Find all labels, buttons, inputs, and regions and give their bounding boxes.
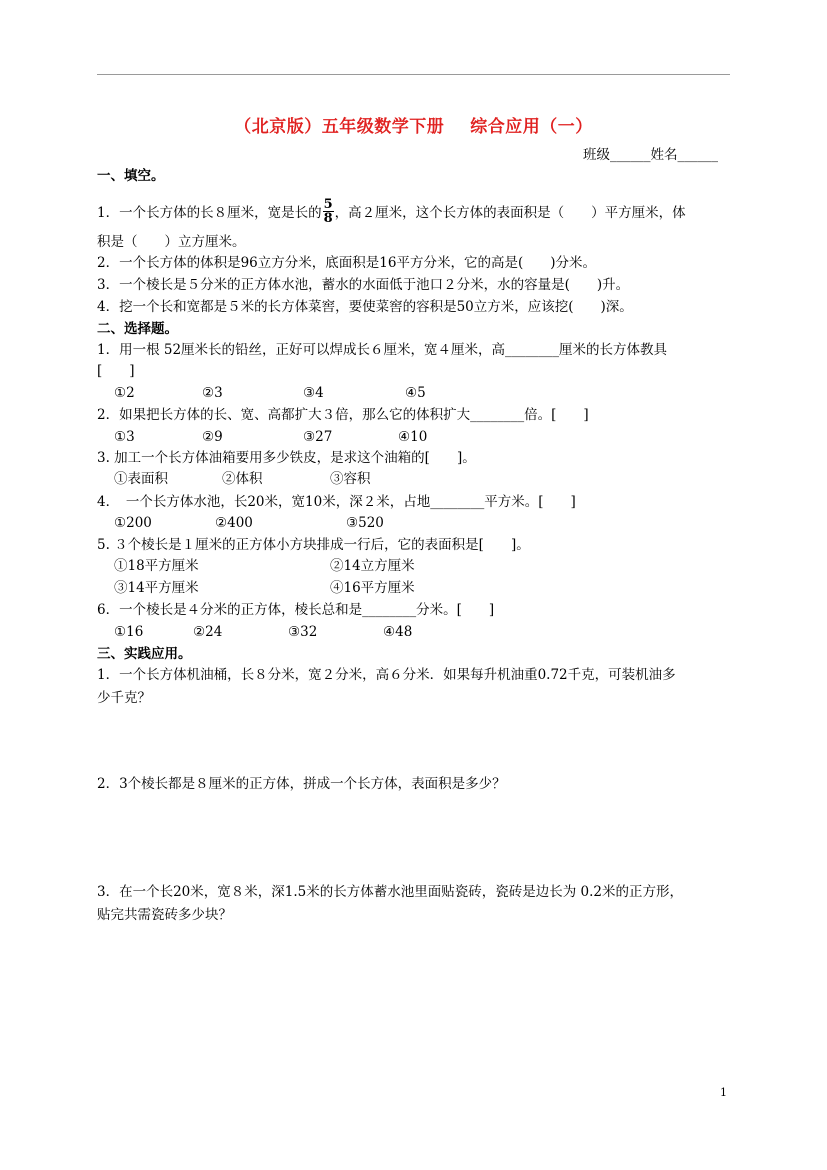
- option: ②9: [202, 429, 223, 445]
- option: ④16平方厘米: [330, 580, 415, 596]
- option: ③32: [288, 624, 318, 640]
- practice-q1-line2: 少千克？: [97, 690, 151, 706]
- option: ①表面积: [114, 471, 168, 487]
- section-fill-heading: 一、填空。: [97, 168, 165, 184]
- choice-q1-line2: [ ]: [97, 363, 135, 379]
- choice-q5: 5. ３个棱长是１厘米的正方体小方块排成一行后，它的表面积是[ ]。: [97, 537, 530, 553]
- option: ②24: [193, 624, 223, 640]
- practice-q3-line1: 3．在一个长20米，宽８米，深1.5米的长方体蓄水池里面贴瓷砖，瓷砖是边长为 0.2米的正方形，: [97, 884, 683, 900]
- option: ③4: [303, 385, 324, 401]
- option: ①3: [114, 429, 135, 445]
- page-title: （北京版）五年级数学下册 综合应用（一）: [234, 117, 593, 137]
- section-practice-heading: 三、实践应用。: [97, 646, 192, 662]
- fill-q4: 4．挖一个长和宽都是５米的长方体菜窖，要使菜窖的容积是50立方米，应该挖( )深。: [97, 299, 633, 315]
- page-number: 1: [720, 1086, 727, 1099]
- section-choice-heading: 二、选择题。: [97, 321, 178, 337]
- option: ④5: [405, 385, 426, 401]
- choice-q2: 2．如果把长方体的长、宽、高都扩大３倍，那么它的体积扩大________倍。[ ]: [97, 407, 589, 423]
- fill-q1-line1: 1．一个长方体的长８厘米，宽是长的 $\frac{5}{8}$ ，高２厘米，这个长方体的表面积是（ ）平方厘米，体: [97, 197, 686, 226]
- option: ①200: [114, 515, 152, 531]
- fraction: $\frac{5}{8}$: [323, 197, 333, 226]
- option: ①2: [114, 385, 135, 401]
- choice-q3: 3. 加工一个长方体油箱要用多少铁皮，是求这个油箱的[ ]。: [97, 450, 476, 466]
- option: ④48: [383, 624, 413, 640]
- option: ②体积: [222, 471, 263, 487]
- header-rule: [97, 74, 730, 75]
- class-name-field: 班级______姓名______: [583, 147, 718, 163]
- choice-q1-line1: 1．用一根 52厘米长的铅丝，正好可以焊成长６厘米，宽４厘米，高________厘米的长方体教具: [97, 342, 668, 358]
- fill-q1-line2: 积是（ ）立方厘米。: [97, 234, 246, 250]
- option: ③14平方厘米: [114, 580, 199, 596]
- choice-q4: 4． 一个长方体水池，长20米，宽10米，深２米，占地________平方米。[ ]: [97, 494, 576, 510]
- option: ③27: [303, 429, 333, 445]
- option: ②14立方厘米: [330, 558, 415, 574]
- option: ①18平方厘米: [114, 558, 199, 574]
- practice-q1-line1: 1．一个长方体机油桶，长８分米，宽２分米，高６分米．如果每升机油重0.72千克，可装机油多: [97, 667, 676, 683]
- option: ③容积: [330, 471, 371, 487]
- option: ③520: [346, 515, 384, 531]
- fill-q2: 2．一个长方体的体积是96立方分米，底面积是16平方分米，它的高是( )分米。: [97, 255, 596, 271]
- practice-q2: 2．3个棱长都是８厘米的正方体，拼成一个长方体，表面积是多少？: [97, 776, 506, 792]
- option: ②400: [215, 515, 253, 531]
- option: ②3: [202, 385, 223, 401]
- choice-q6: 6．一个棱长是４分米的正方体，棱长总和是________分米。[ ]: [97, 602, 495, 618]
- fill-q3: 3．一个棱长是５分米的正方体水池，蓄水的水面低于池口２分米，水的容量是( )升。: [97, 277, 630, 293]
- option: ①16: [114, 624, 144, 640]
- option: ④10: [398, 429, 428, 445]
- practice-q3-line2: 贴完共需瓷砖多少块？: [97, 907, 232, 923]
